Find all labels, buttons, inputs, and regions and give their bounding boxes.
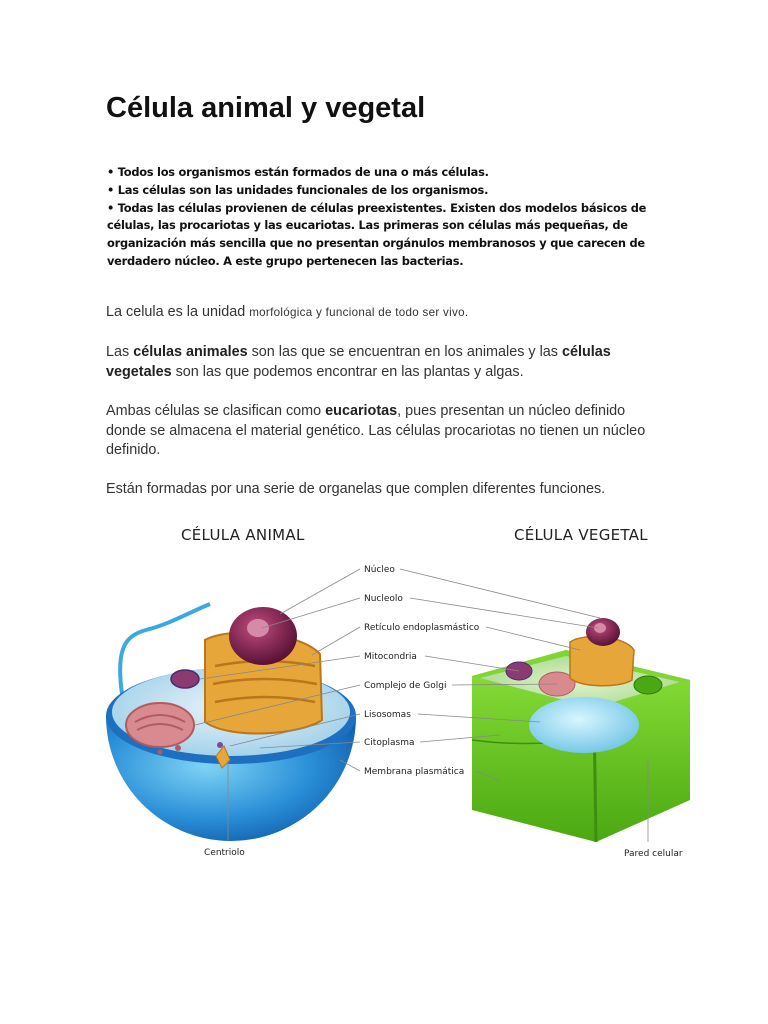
bold-term: células animales: [133, 344, 248, 360]
text-span: La celula es la unidad: [106, 304, 250, 320]
mitochondria-organelle: [171, 670, 199, 688]
nucleolus: [247, 619, 269, 637]
text-span: , pues presentan un núcleo definido donde se almacena el material genético. Las células procariotas no tienen un núcleo definido.: [106, 403, 646, 458]
label-nucleolo: Nucleolo: [364, 594, 403, 604]
bullet-item: • Las células son las unidades funcionales de los organismos.: [107, 182, 489, 197]
animal-cell: [106, 604, 356, 841]
heading-animal-cell: CÉLULA ANIMAL: [181, 526, 305, 544]
label-membrana: Membrana plasmática: [364, 767, 465, 777]
label-reticulo: Retículo endoplasmástico: [364, 623, 480, 633]
bullet-item: • Todos los organismos están formados de una o más células.: [107, 165, 489, 179]
heading-plant-cell: CÉLULA VEGETAL: [514, 526, 648, 544]
label-golgi: Complejo de Golgi: [364, 681, 447, 691]
page-title: Célula animal y vegetal: [106, 92, 426, 124]
bold-term: eucariotas: [325, 403, 398, 419]
bold-term: células vegetales: [106, 344, 611, 380]
text-span: Ambas células se clasifican como: [106, 403, 326, 419]
label-centriolo: Centriolo: [204, 848, 245, 858]
label-mitocondria: Mitocondria: [364, 652, 417, 662]
paragraph-organelas: Están formadas por una serie de organelas que complen diferentes funciones.: [106, 481, 606, 497]
chloroplast: [634, 676, 662, 694]
text-span: son las que se encuentran en los animales y las: [247, 344, 562, 360]
text-span: son las que podemos encontrar en las plantas y algas.: [171, 363, 524, 380]
label-lisosomas: Lisosomas: [364, 710, 411, 720]
label-pared: Pared celular: [624, 849, 683, 859]
text-span: morfológica y funcional de todo ser vivo.: [249, 306, 469, 319]
bullet-item: • Todas las células provienen de células preexistentes. Existen dos modelos básicos de células, las procariotas y las eucariotas. Las primeras son células más pequeñas, de organización más sencilla que no presentan orgánulos membranosos y que carecen de verdadero núcleo. A este grupo pertenecen las bacterias.: [107, 200, 647, 268]
label-citoplasma: Citoplasma: [364, 738, 415, 748]
text-span: Las: [106, 344, 134, 360]
label-nucleo: Núcleo: [364, 565, 395, 575]
vacuole: [529, 697, 639, 753]
plant-cell: [472, 618, 690, 842]
